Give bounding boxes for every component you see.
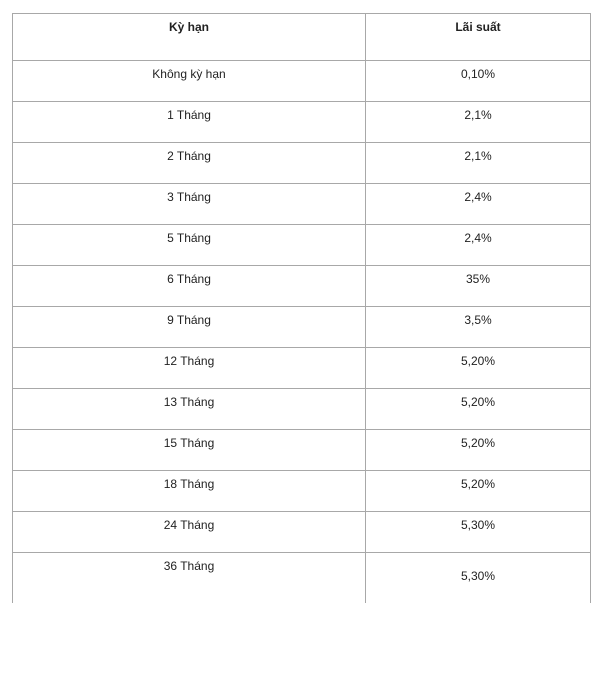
rate-cell: 5,30% bbox=[366, 553, 591, 603]
table-row bbox=[13, 512, 591, 553]
table-row bbox=[13, 430, 591, 471]
rate-cell: 3,5% bbox=[366, 307, 591, 348]
rate-cell: 2,1% bbox=[366, 102, 591, 143]
interest-rate-table bbox=[12, 13, 591, 603]
header-term: Kỳ hạn bbox=[13, 14, 366, 61]
header-row bbox=[13, 14, 591, 61]
table-row bbox=[13, 266, 591, 307]
rate-cell: 5,20% bbox=[366, 348, 591, 389]
term-cell: 6 Tháng bbox=[13, 266, 366, 307]
table-row bbox=[13, 307, 591, 348]
term-cell: 15 Tháng bbox=[13, 430, 366, 471]
rate-cell: 2,4% bbox=[366, 184, 591, 225]
term-cell: 24 Tháng bbox=[13, 512, 366, 553]
table-row bbox=[13, 471, 591, 512]
rate-cell: 2,1% bbox=[366, 143, 591, 184]
term-cell: 1 Tháng bbox=[13, 102, 366, 143]
rate-cell: 2,4% bbox=[366, 225, 591, 266]
rate-cell: 5,20% bbox=[366, 389, 591, 430]
term-cell: Không kỳ hạn bbox=[13, 61, 366, 102]
table-row bbox=[13, 225, 591, 266]
term-cell: 3 Tháng bbox=[13, 184, 366, 225]
table-row bbox=[13, 184, 591, 225]
table-header bbox=[13, 14, 591, 61]
term-cell: 12 Tháng bbox=[13, 348, 366, 389]
rate-cell: 5,30% bbox=[366, 512, 591, 553]
term-cell: 36 Tháng bbox=[13, 553, 366, 603]
term-cell: 13 Tháng bbox=[13, 389, 366, 430]
table-row bbox=[13, 553, 591, 603]
term-cell: 2 Tháng bbox=[13, 143, 366, 184]
header-rate: Lãi suất bbox=[366, 14, 591, 61]
table-row bbox=[13, 143, 591, 184]
term-cell: 9 Tháng bbox=[13, 307, 366, 348]
table-row bbox=[13, 61, 591, 102]
table-body bbox=[13, 61, 591, 603]
table-row bbox=[13, 389, 591, 430]
table-row bbox=[13, 348, 591, 389]
rate-cell: 5,20% bbox=[366, 471, 591, 512]
table-row bbox=[13, 102, 591, 143]
term-cell: 18 Tháng bbox=[13, 471, 366, 512]
rate-cell: 0,10% bbox=[366, 61, 591, 102]
term-cell: 5 Tháng bbox=[13, 225, 366, 266]
rate-cell: 5,20% bbox=[366, 430, 591, 471]
rate-cell: 35% bbox=[366, 266, 591, 307]
